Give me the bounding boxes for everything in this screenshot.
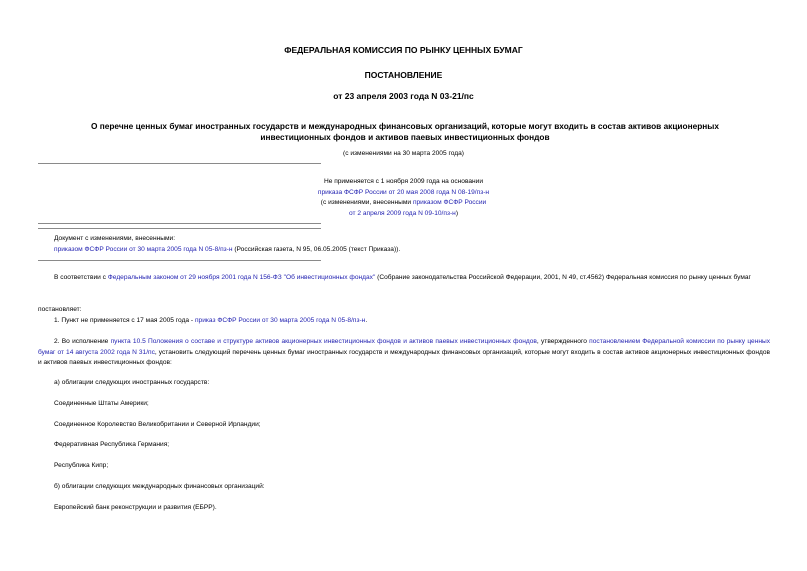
clause-1-prefix: 1. Пункт не применяется с 17 мая 2005 года - [54, 317, 195, 324]
changes-label: Документ с изменениями, внесенными: [54, 235, 176, 242]
decree-word: постановляет: [38, 306, 82, 313]
changes-block [54, 234, 754, 255]
fkcb-resolution-link[interactable]: постановлением Федеральной комиссии по рынку ценных бумаг от 14 августа 2002 года N 31/пс [38, 338, 771, 356]
clause-1-suffix: . [365, 317, 368, 324]
clause-2 [38, 337, 770, 369]
changes-source: (Российская газета, N 95, 06.05.2005 (текст Приказа)). [232, 245, 401, 253]
subject-line-2: инвестиционных фондов и активов паевых инвестиционных фондов [260, 132, 550, 142]
clause-1-order-link[interactable]: приказ ФСФР России от 30 марта 2005 года N 05-8/пз-н [194, 317, 366, 324]
list-item: Республика Кипр; [54, 462, 109, 469]
preamble-paragraph [38, 273, 770, 284]
list-item: Федеративная Республика Германия; [54, 441, 170, 448]
notice-amend-link-part1[interactable]: приказом ФСФР России [412, 199, 487, 206]
clause-2-prefix: 2. Во исполнение [54, 338, 111, 345]
document-subject [60, 121, 750, 143]
divider [38, 163, 321, 164]
clause-2-suffix: , установить следующий перечень ценных бумаг иностранных государств и международных финансовых организаций, которые могут входить в состав активов акционерных инвестиционных фондов и активов паевых инвестиционных фондов: [38, 348, 770, 366]
list-item: Соединенные Штаты Америки; [54, 400, 149, 407]
not-applicable-notice [250, 177, 557, 219]
notice-line-4-suffix: ) [455, 209, 459, 217]
list-item: б) облигации следующих международных финансовых организаций: [54, 483, 265, 490]
federal-law-link[interactable]: Федеральным законом от 29 ноября 2001 года N 156-ФЗ "Об инвестиционных фондах" [107, 274, 376, 281]
list-item: а) облигации следующих иностранных государств: [54, 379, 210, 386]
amendments-note: (с изменениями на 30 марта 2005 года) [343, 150, 464, 157]
document-date-number: от 23 апреля 2003 года N 03-21/пс [333, 91, 474, 101]
divider [38, 260, 321, 261]
divider [38, 223, 321, 224]
document-type: ПОСТАНОВЛЕНИЕ [364, 70, 443, 80]
list-item: Соединенное Королевство Великобритании и Северной Ирландии; [54, 421, 261, 428]
preamble-suffix: (Собрание законодательства Российской Федерации, 2001, N 49, ст.4562) Федеральная комиссия по рынку ценных бумаг [375, 274, 751, 281]
subject-line-1: О перечне ценных бумаг иностранных государств и международных финансовых организаций, которые могут входить в состав активов акционерных [90, 121, 720, 131]
clause-1 [38, 316, 770, 327]
notice-amend-link-part2[interactable]: от 2 апреля 2009 года N 09-10/пз-н [348, 209, 456, 217]
changes-order-link[interactable]: приказом ФСФР России от 30 марта 2005 года N 05-8/пз-н [54, 245, 233, 253]
notice-order-link[interactable]: приказа ФСФР России от 20 мая 2008 года N 08-19/пз-н [317, 188, 490, 196]
preamble-prefix: В соответствии с [54, 274, 108, 281]
list-item: Европейский банк реконструкции и развития (ЕБРР). [54, 504, 217, 511]
agency-title: ФЕДЕРАЛЬНАЯ КОМИССИЯ ПО РЫНКУ ЦЕННЫХ БУМАГ [284, 45, 523, 55]
notice-line-1: Не применяется с 1 ноября 2009 года на основании [323, 178, 484, 185]
notice-line-3-prefix: (с изменениями, внесенными [320, 199, 413, 206]
divider [38, 228, 321, 229]
clause-2-mid: , утвержденного [536, 338, 590, 345]
regulation-clause-link[interactable]: пункта 10.5 Положения о составе и структуре активов акционерных инвестиционных фондов и активов паевых инвестиционных фондов [110, 338, 537, 345]
